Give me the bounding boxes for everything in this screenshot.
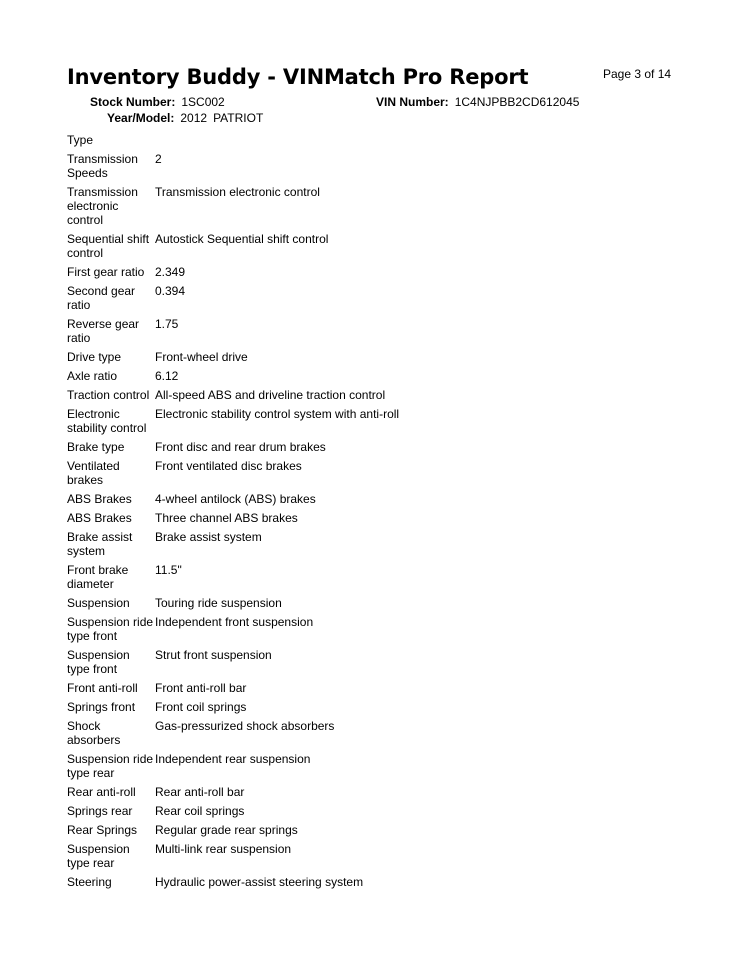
spec-value: 2.349 [155,265,186,279]
spec-value: Independent front suspension [155,615,314,629]
vin-number-field [376,95,579,109]
spec-label: Springs front [67,700,136,714]
spec-row [67,459,399,492]
spec-label: Electronic stability control [67,407,147,435]
spec-label: Steering [67,875,112,889]
spec-label: Traction control [67,388,150,402]
spec-value: 0.394 [155,284,186,298]
spec-label: Shock absorbers [67,719,121,747]
spec-row [67,317,399,350]
spec-value: Independent rear suspension [155,752,311,766]
spec-row [67,681,399,700]
spec-row [67,511,399,530]
spec-row [67,752,399,785]
stock-number-field [90,95,225,109]
vin-number-value: 1C4NJPBB2CD612045 [454,95,580,109]
spec-value: Hydraulic power-assist steering system [155,875,364,889]
spec-label: Transmission Speeds [67,152,138,180]
spec-value: Three channel ABS brakes [155,511,298,525]
spec-value: 1.75 [155,317,179,331]
spec-row [67,615,399,648]
spec-row [67,875,399,894]
spec-label: Front anti-roll [67,681,138,695]
spec-label: Brake assist system [67,530,133,558]
spec-value: Front anti-roll bar [155,681,247,695]
spec-row [67,388,399,407]
spec-value: Rear coil springs [155,804,245,818]
spec-row [67,648,399,681]
spec-row [67,152,399,185]
vin-number-label: VIN Number: [376,95,449,109]
page-number: Page 3 of 14 [603,67,672,81]
spec-label: Transmission electronic control [67,185,138,227]
spec-value: Touring ride suspension [155,596,282,610]
spec-label: Axle ratio [67,369,118,383]
spec-label: Sequential shift control [67,232,150,260]
stock-number-value: 1SC002 [181,95,225,109]
spec-label: Drive type [67,350,122,364]
spec-value: Front disc and rear drum brakes [155,440,326,454]
spec-row [67,719,399,752]
spec-label: Front brake diameter [67,563,129,591]
spec-row [67,785,399,804]
spec-row [67,440,399,459]
spec-value: Strut front suspension [155,648,272,662]
spec-value: Front coil springs [155,700,247,714]
model-value: PATRIOT [213,111,264,125]
year-model-label: Year/Model: [107,111,175,125]
spec-row [67,596,399,615]
spec-table [67,133,399,894]
stock-number-label: Stock Number: [90,95,176,109]
spec-value: All-speed ABS and driveline traction control [155,388,386,402]
spec-value: Autostick Sequential shift control [155,232,329,246]
spec-value: Gas-pressurized shock absorbers [155,719,335,733]
spec-label: Type [67,133,94,147]
spec-row [67,265,399,284]
spec-label: Suspension type front [67,648,130,676]
spec-row [67,492,399,511]
spec-value [155,133,399,152]
spec-row [67,700,399,719]
spec-label: Ventilated brakes [67,459,120,487]
spec-value: Transmission electronic control [155,185,320,199]
spec-label: Second gear ratio [67,284,136,312]
spec-row [67,232,399,265]
spec-row [67,842,399,875]
spec-row [67,563,399,596]
spec-label: First gear ratio [67,265,145,279]
spec-row [67,369,399,388]
spec-row [67,185,399,232]
spec-row [67,823,399,842]
spec-label: Suspension [67,596,130,610]
spec-label: Suspension type rear [67,842,130,870]
spec-row [67,284,399,317]
spec-label: ABS Brakes [67,492,132,506]
spec-value: 11.5" [155,563,182,577]
spec-label: Springs rear [67,804,133,818]
spec-label: ABS Brakes [67,511,132,525]
report-title: Inventory Buddy - VINMatch Pro Report [67,65,529,89]
spec-label: Rear Springs [67,823,138,837]
spec-label: Rear anti-roll [67,785,136,799]
spec-row [67,530,399,563]
spec-row [67,407,399,440]
spec-value: Regular grade rear springs [155,823,298,837]
spec-row [67,350,399,369]
spec-value: Electronic stability control system with anti-roll [155,407,400,421]
spec-label: Reverse gear ratio [67,317,140,345]
spec-value: 2 [155,152,162,166]
year-model-field [107,111,263,125]
spec-value: Front ventilated disc brakes [155,459,302,473]
spec-value: Rear anti-roll bar [155,785,245,799]
spec-value: Brake assist system [155,530,262,544]
year-value: 2012 [180,111,208,125]
spec-value: 4-wheel antilock (ABS) brakes [155,492,316,506]
spec-label: Suspension ride type front [67,615,154,643]
spec-row [67,133,399,152]
spec-value: Multi-link rear suspension [155,842,292,856]
spec-value: Front-wheel drive [155,350,248,364]
spec-row [67,804,399,823]
spec-label: Brake type [67,440,125,454]
spec-label: Suspension ride type rear [67,752,154,780]
spec-value: 6.12 [155,369,179,383]
